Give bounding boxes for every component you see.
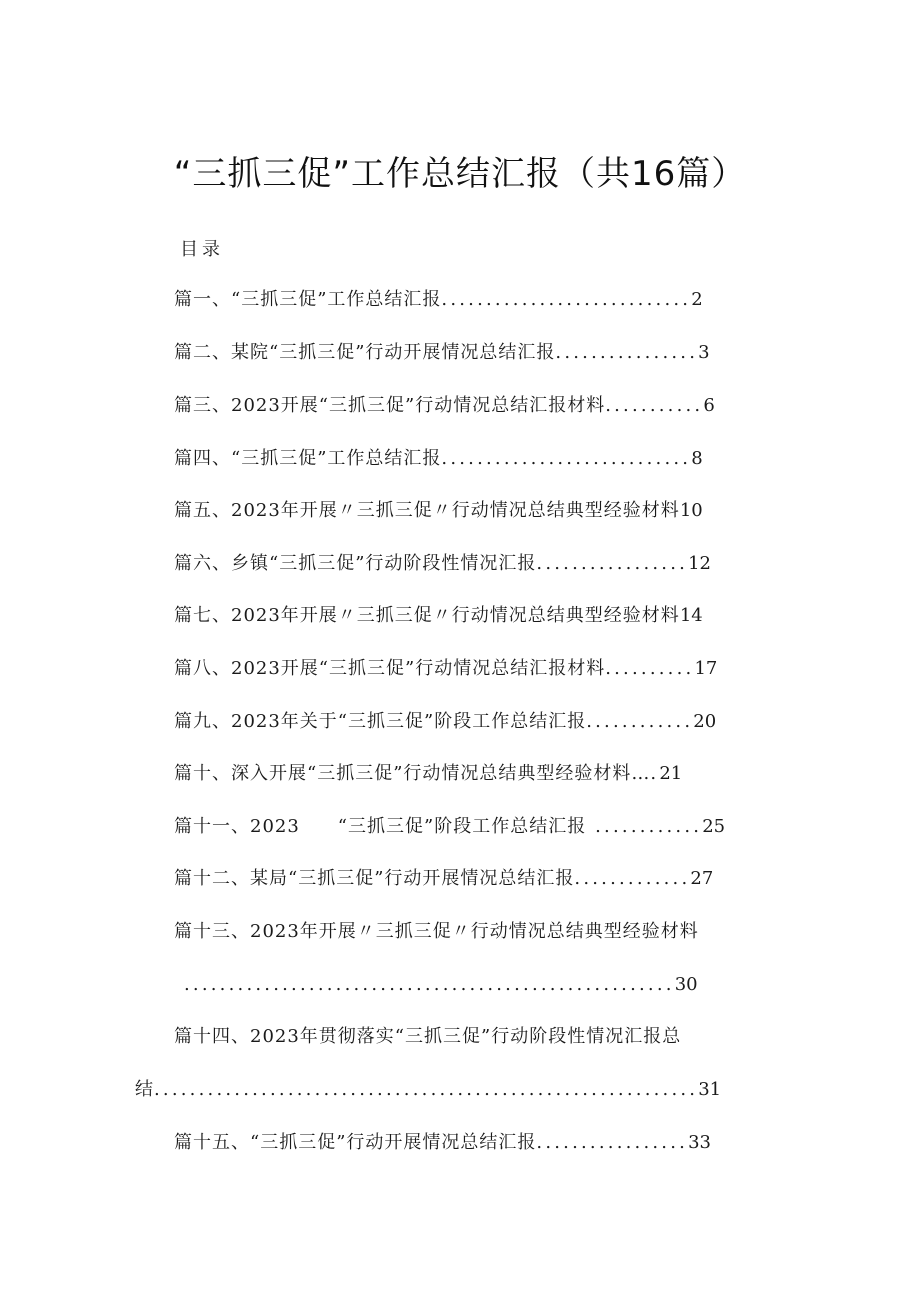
toc-entry-label: 结 (135, 1079, 154, 1100)
toc-page-number: 2 (691, 289, 703, 310)
toc-leader-dots: ............................ (441, 289, 692, 310)
toc-entry[interactable] (174, 447, 703, 471)
toc-leader-dots: ............................................................. (154, 1079, 699, 1100)
toc-entry[interactable] (174, 1131, 711, 1155)
toc-entry-label: 篇十五、“三抓三促”行动开展情况总结汇报 (174, 1132, 537, 1153)
document-title: “三抓三促”工作总结汇报（共16篇） (173, 154, 747, 194)
toc-page-number: 6 (703, 395, 715, 416)
toc-page-number: 12 (688, 553, 711, 574)
toc-entry[interactable] (174, 815, 725, 839)
toc-leader-dots: ....................................................... (184, 974, 675, 995)
toc-entry[interactable] (174, 710, 716, 734)
toc-entry-label: 篇五、2023年开展〃三抓三促〃行动情况总结典型经验材料 (174, 500, 680, 521)
toc-page-number: 3 (698, 342, 710, 363)
toc-page-number: 17 (694, 658, 718, 679)
toc-page-number: 31 (698, 1079, 722, 1100)
toc-entry[interactable] (174, 867, 713, 891)
toc-leader-dots: ................. (536, 553, 689, 574)
toc-page-number: 33 (688, 1132, 711, 1153)
toc-entry[interactable] (174, 657, 717, 681)
toc-page-number: 25 (702, 816, 726, 837)
toc-entry-label: 篇十一、2023 “三抓三促”阶段工作总结汇报 (174, 816, 587, 837)
toc-leader-dots: ............. (574, 868, 691, 889)
toc-entry-continuation[interactable] (135, 1078, 721, 1102)
toc-page-number: 27 (690, 868, 714, 889)
toc-page-number: 21 (659, 763, 683, 784)
toc-leader-dots: ............ (586, 711, 694, 732)
toc-leader-dots: ........... (605, 395, 704, 416)
toc-entry[interactable] (174, 341, 710, 365)
toc-entry[interactable] (174, 920, 699, 944)
toc-entry[interactable] (174, 552, 711, 576)
toc-entry[interactable] (174, 604, 703, 628)
toc-entry-label: 篇十、深入开展“三抓三促”行动情况总结典型经验材料… (174, 763, 651, 784)
toc-entry-label: 篇六、乡镇“三抓三促”行动阶段性情况汇报 (174, 553, 537, 574)
toc-entry[interactable] (174, 1025, 681, 1049)
toc-entry[interactable] (174, 288, 703, 312)
toc-entry-label: 篇二、某院“三抓三促”行动开展情况总结汇报 (174, 342, 556, 363)
toc-entry[interactable] (174, 394, 715, 418)
toc-leader-dots: . (650, 763, 660, 784)
toc-page-number: 20 (693, 711, 717, 732)
toc-entry-label: 篇三、2023开展“三抓三促”行动情况总结汇报材料 (174, 395, 606, 416)
toc-leader-dots: ............................ (441, 448, 692, 469)
toc-page-number: 30 (674, 974, 698, 995)
toc-page-number: 10 (679, 500, 703, 521)
toc-entry-label: 篇十三、2023年开展〃三抓三促〃行动情况总结典型经验材料 (174, 921, 699, 942)
toc-entry-label: 篇八、2023开展“三抓三促”行动情况总结汇报材料 (174, 658, 606, 679)
toc-leader-dots: ................ (555, 342, 699, 363)
toc-entry-label: 篇四、“三抓三促”工作总结汇报 (174, 448, 442, 469)
toc-page-number: 14 (679, 605, 703, 626)
toc-entry-label: 篇九、2023年关于“三抓三促”阶段工作总结汇报 (174, 711, 587, 732)
toc-entry[interactable] (174, 499, 703, 523)
toc-entry-label: 篇十四、2023年贯彻落实“三抓三促”行动阶段性情况汇报总 (174, 1026, 682, 1047)
toc-page-number: 8 (691, 448, 703, 469)
toc-heading: 目录 (180, 239, 224, 260)
toc-entry[interactable] (174, 762, 682, 786)
toc-entry-continuation[interactable] (184, 973, 698, 997)
toc-leader-dots: ............ (586, 816, 703, 837)
toc-entry-label: 篇七、2023年开展〃三抓三促〃行动情况总结典型经验材料 (174, 605, 680, 626)
toc-leader-dots: .......... (605, 658, 695, 679)
toc-entry-label: 篇一、“三抓三促”工作总结汇报 (174, 289, 442, 310)
toc-entry-label: 篇十二、某局“三抓三促”行动开展情况总结汇报 (174, 868, 575, 889)
toc-leader-dots: ................. (536, 1132, 689, 1153)
